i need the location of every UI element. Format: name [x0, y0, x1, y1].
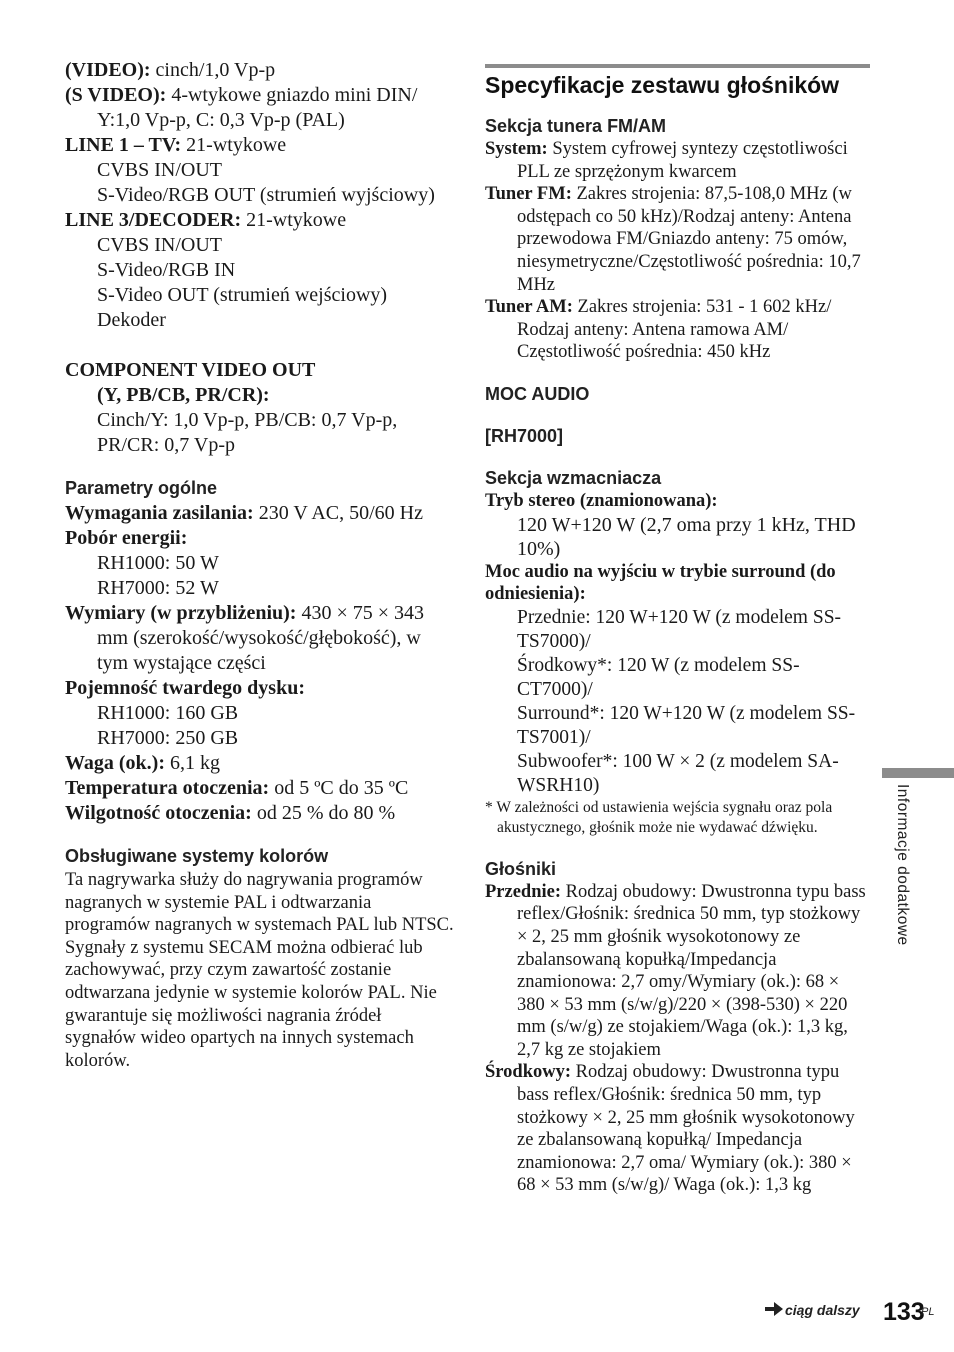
page-language: PL [921, 1306, 935, 1318]
component-sublabel: (Y, PB/CB, PR/CR): [97, 384, 270, 406]
general-heading: Parametry ogólne [65, 478, 218, 498]
weight-spec: Waga (ok.): 6,1 kg [65, 752, 220, 774]
page-title: Specyfikacje zestawu głośników [485, 72, 840, 98]
right-column [485, 58, 870, 1197]
arrow-right-icon [765, 1302, 783, 1316]
footnote: * W zależności od ustawienia wejścia sygnału oraz pola akustycznego, głośnik może nie wydawać dźwięku. [485, 798, 833, 837]
surround-line: Przednie: 120 W+120 W (z modelem SS-TS7000)/ [517, 606, 842, 652]
humidity-spec: Wilgotność otoczenia: od 25 % do 80 % [65, 802, 396, 824]
line3-line: S-Video/RGB IN [97, 259, 236, 281]
line3-line: S-Video OUT (strumień wejściowy) [97, 284, 388, 306]
title-rule [485, 64, 870, 68]
line3-spec: LINE 3/DECODER: 21-wtykowe [65, 209, 347, 231]
color-paragraph-1: Ta nagrywarka służy do nagrywania programów nagranych w systemie PAL i odtwarzania programów nagranych w systemach PAL lub NTSC. [65, 870, 454, 936]
tuner-heading: Sekcja tunera FM/AM [485, 116, 667, 136]
section-tab-bar [882, 768, 954, 778]
fm-spec: Tuner FM: Zakres strojenia: 87,5-108,0 MHz (w odstępach co 50 kHz)/Rodzaj anteny: Antena przewodowa FM/Gniazdo anteny: 75 omów, niesymetryczne/Częstotliwość pośrednia: 10,7 MHz [485, 184, 861, 295]
speakers-heading: Głośniki [485, 858, 557, 879]
svideo-spec: (S VIDEO): 4-wtykowe gniazdo mini DIN/ Y:1,0 Vp-p, C: 0,3 Vp-p (PAL) [65, 84, 418, 131]
center-speaker-spec: Środkowy: Rodzaj obudowy: Dwustronna typu bass reflex/Głośnik: średnica 50 mm, typ stożkowy × 2, 25 mm głośnik wysokotonowy ze zbalansowaną kopułką/ Impedancja znamionowa: 2,7 oma/ Wymiary (ok.): 380 × 68 × 53 mm (s/w/g)/ Waga (ok.): 1,3 kg [485, 1062, 855, 1196]
consumption-line: RH7000: 52 W [97, 577, 219, 599]
component-label: COMPONENT VIDEO OUT [65, 359, 316, 381]
audio-heading: MOC AUDIO [485, 383, 590, 404]
hdd-spec: Pojemność twardego dysku: [65, 677, 305, 699]
surround-line: Surround*: 120 W+120 W (z modelem SS-TS7001)/ [517, 702, 856, 748]
hdd-line: RH1000: 160 GB [97, 702, 239, 724]
line1-spec: LINE 1 – TV: 21-wtykowe [65, 134, 287, 156]
component-value: Cinch/Y: 1,0 Vp-p, PB/CB: 0,7 Vp-p, PR/CR: 0,7 Vp-p [97, 409, 398, 456]
section-tab-label: Informacje dodatkowe [894, 784, 911, 946]
front-speaker-spec: Przednie: Rodzaj obudowy: Dwustronna typu bass reflex/Głośnik: średnica 50 mm, typ stożkowy × 2, 25 mm głośnik wysokotonowy ze zbalansowaną kopułką/Impedancja znamionowa: 2,7 omy/Wymiary (ok.): 68 × 380 × 53 mm (s/w/g)/220 × (398-530) × 220 mm (s/w/g) ze stojakiem/Waga (ok.): 1,3 kg, 2,7 kg ze stojakiem [485, 881, 866, 1060]
line1-line: S-Video/RGB OUT (strumień wyjściowy) [97, 184, 435, 206]
line1-line: CVBS IN/OUT [97, 159, 223, 181]
consumption-spec: Pobór energii: [65, 527, 188, 549]
continued-indicator [765, 1302, 860, 1318]
model-heading: [RH7000] [485, 425, 564, 446]
left-column [65, 58, 455, 1072]
surround-label: Moc audio na wyjściu w trybie surround (do odniesienia): [485, 561, 836, 605]
hdd-line: RH7000: 250 GB [97, 727, 239, 749]
continued-label: ciąg dalszy [785, 1302, 860, 1318]
color-paragraph-2: Sygnały z systemu SECAM można odbierać lub zachowywać, przy czym zawartość zostanie odtwarzana jedynie w systemie kolorów PAL. Nie gwarantuje się możliwości nagrania źródeł sygnałów wideo opartych na innych systemach kolorów. [65, 937, 437, 1071]
power-spec: Wymagania zasilania: 230 V AC, 50/60 Hz [65, 502, 423, 524]
amplifier-heading: Sekcja wzmacniacza [485, 467, 662, 488]
line3-line: Dekoder [97, 309, 166, 331]
surround-line: Środkowy*: 120 W (z modelem SS-CT7000)/ [517, 654, 800, 700]
system-spec: System: System cyfrowej syntezy częstotliwości PLL ze sprzężonym kwarcem [485, 139, 848, 182]
surround-line: Subwoofer*: 100 W × 2 (z modelem SA-WSRH10) [517, 750, 839, 796]
temperature-spec: Temperatura otoczenia: od 5 ºC do 35 ºC [65, 777, 409, 799]
line3-line: CVBS IN/OUT [97, 234, 223, 256]
color-systems-heading: Obsługiwane systemy kolorów [65, 846, 329, 866]
dimensions-spec: Wymiary (w przybliżeniu): 430 × 75 × 343 mm (szerokość/wysokość/głębokość), w tym wystające części [65, 602, 425, 674]
stereo-label: Tryb stereo (znamionowana): [485, 490, 718, 511]
consumption-line: RH1000: 50 W [97, 552, 219, 574]
spacer [65, 333, 455, 358]
video-spec: (VIDEO): cinch/1,0 Vp-p [65, 59, 276, 81]
am-spec: Tuner AM: Zakres strojenia: 531 - 1 602 kHz/ Rodzaj anteny: Antena ramowa AM/ Częstotliwość pośrednia: 450 kHz [485, 297, 832, 363]
page-number: 133 [883, 1298, 925, 1326]
stereo-value: 120 W+120 W (2,7 oma przy 1 kHz, THD 10%) [517, 513, 856, 560]
